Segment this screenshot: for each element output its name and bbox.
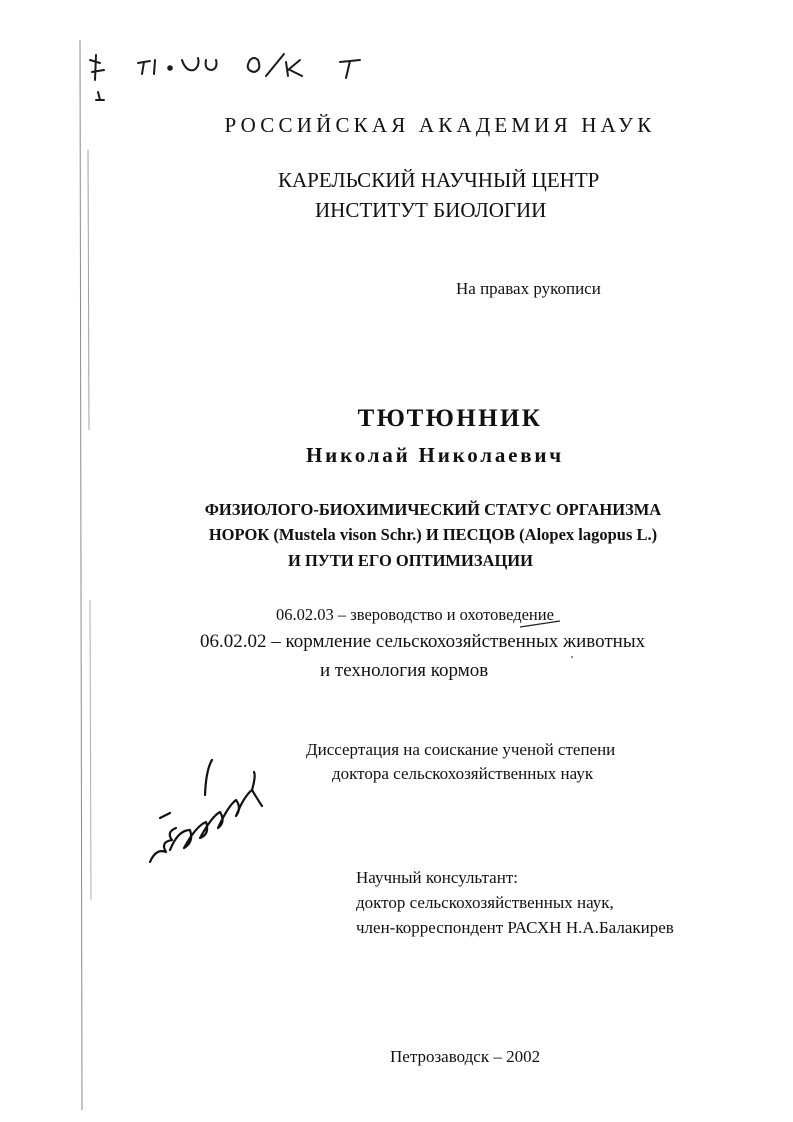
binding-edge-lines [80,40,91,1110]
institute-name: ИНСТИТУТ БИОЛОГИИ [315,198,547,222]
author-surname: ТЮТЮННИК [357,405,543,432]
author-given-names: Николай Николаевич [306,443,564,467]
corner-mark-glyph [96,92,104,100]
signature-stroke [170,772,262,850]
corner-mark-glyph [90,55,104,80]
corner-mark-glyph [248,58,260,72]
academy-name: РОССИЙСКАЯ АКАДЕМИЯ НАУК [224,113,656,137]
degree-statement-line: доктора сельскохозяйственных наук [332,764,594,783]
city-and-year: Петрозаводск – 2002 [390,1047,541,1066]
corner-mark-glyph [286,60,302,76]
consultant-degree: доктор сельскохозяйственных наук, [356,893,614,912]
specialty-code-first: 06.02.03 – звероводство и охотоведение [276,605,554,624]
specialty-code-second: 06.02.02 – кормление сельскохозяйственных животных [200,631,646,652]
dissertation-title-line: И ПУТИ ЕГО ОПТИМИЗАЦИИ [288,551,533,570]
corner-mark-glyph [182,58,199,70]
handwritten-signature [150,760,262,862]
corner-mark-glyph [138,60,155,74]
consultant-position: член-корреспондент РАСХН Н.А.Балакирев [356,918,674,937]
dissertation-title-line: ФИЗИОЛОГО-БИОХИМИЧЕСКИЙ СТАТУС ОРГАНИЗМА [204,500,662,519]
handwritten-corner-note [90,54,360,100]
binding-line [80,40,82,1110]
signature-stroke [150,828,176,862]
specialty-code-second-continuation: и технология кормов [320,660,489,681]
binding-line [88,150,89,430]
degree-statement-line: Диссертация на соискание ученой степени [306,740,616,759]
manuscript-rights-note: На правах рукописи [456,279,601,298]
consultant-label: Научный консультант: [356,868,518,887]
binding-line [90,600,91,900]
corner-mark-glyph [266,54,284,76]
dissertation-title-line: НОРОК (Mustela vison Schr.) И ПЕСЦОВ (Alopex lagopus L.) [208,525,658,544]
research-center-name: КАРЕЛЬСКИЙ НАУЧНЫЙ ЦЕНТР [278,168,600,192]
corner-mark-glyph [340,60,360,78]
corner-mark-glyph [206,60,217,70]
signature-stroke [160,813,170,818]
signature-stroke [205,760,212,795]
ink-speck [571,656,573,658]
corner-mark-glyph [168,66,172,70]
